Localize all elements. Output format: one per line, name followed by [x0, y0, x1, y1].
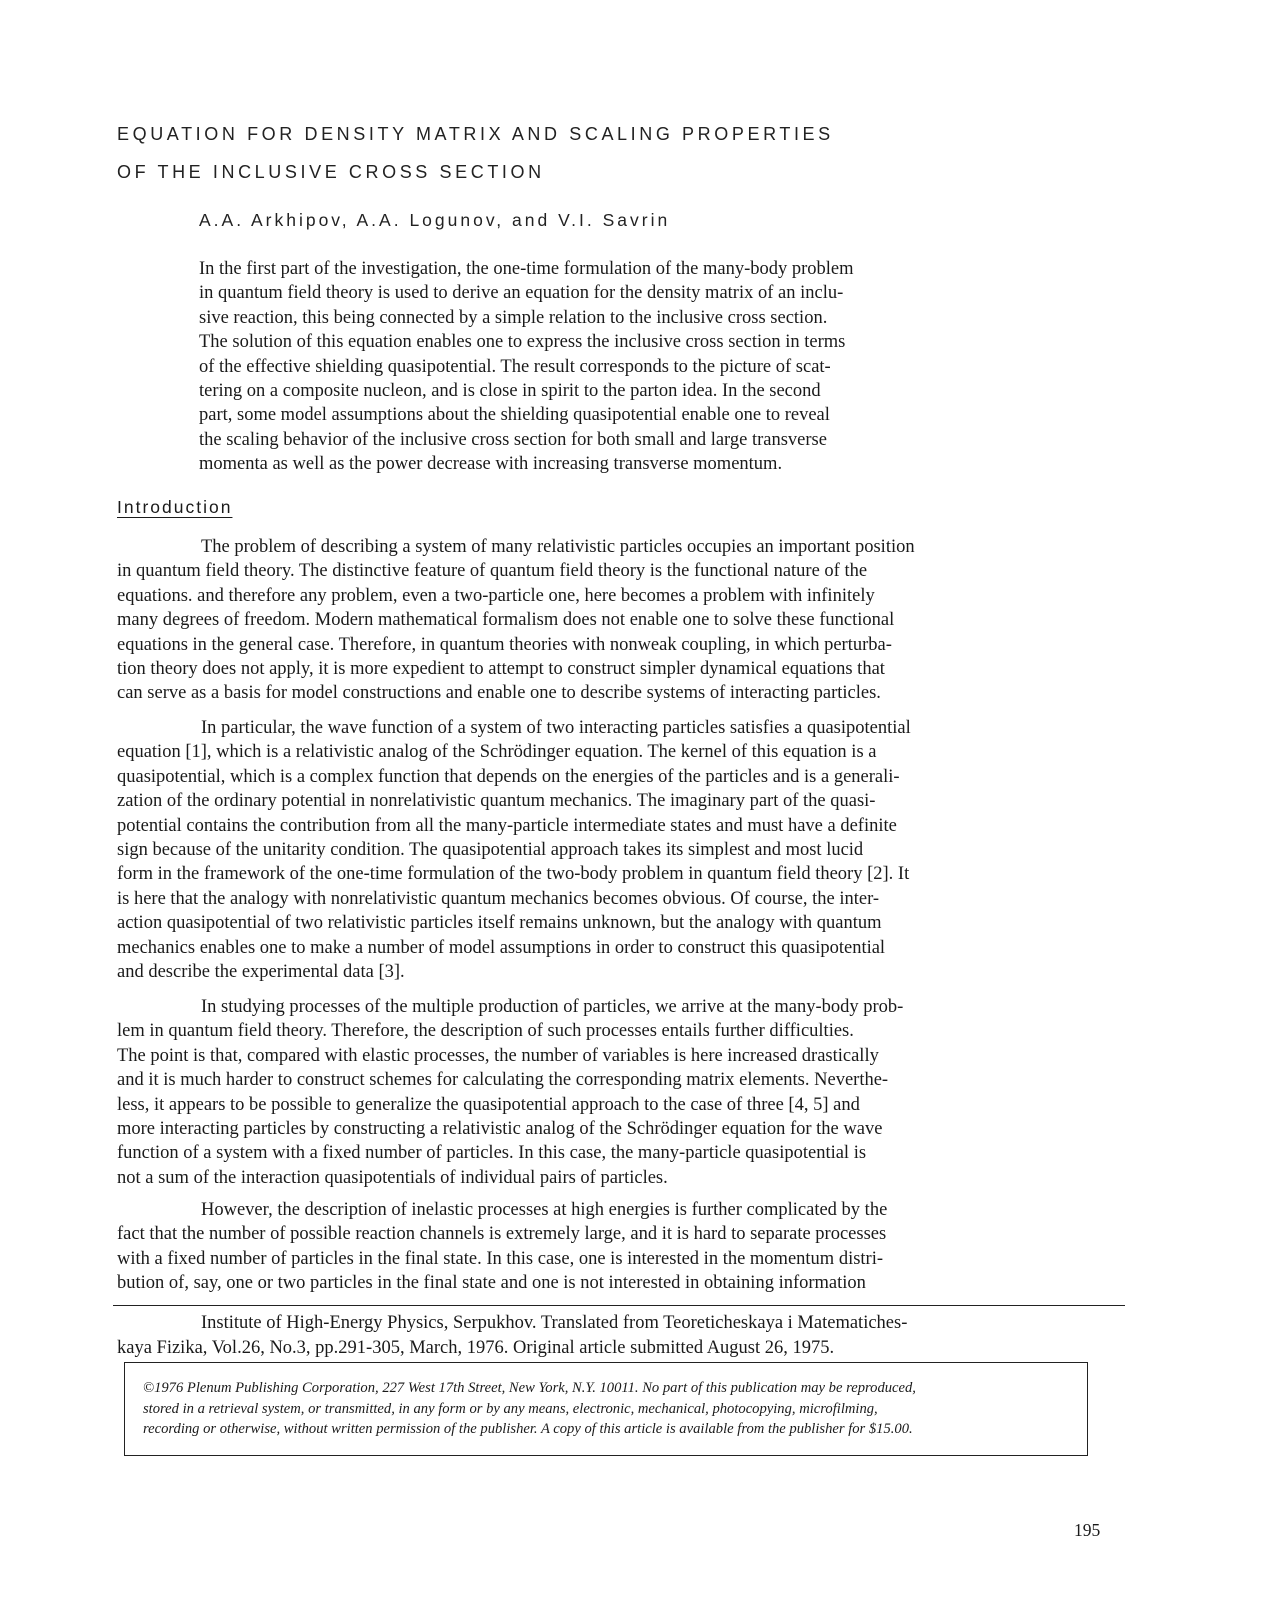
- footnote-divider: [113, 1305, 1125, 1306]
- article-title-line-2: OF THE INCLUSIVE CROSS SECTION: [117, 162, 545, 182]
- author-list: A.A. Arkhipov, A.A. Logunov, and V.I. Savrin: [199, 210, 671, 230]
- paragraph-line: The point is that, compared with elastic processes, the number of variables is here increased drastically: [117, 1045, 879, 1066]
- paragraph-line: zation of the ordinary potential in nonrelativistic quantum mechanics. The imaginary part of the quasi-: [117, 791, 876, 812]
- copyright-notice-box: [124, 1362, 1088, 1456]
- paragraph-line: action quasipotential of two relativistic particles itself remains unknown, but the analogy with quantum: [117, 913, 882, 934]
- paragraph-line: In studying processes of the multiple production of particles, we arrive at the many-body prob-: [201, 997, 904, 1017]
- copyright-line: recording or otherwise, without written permission of the publisher. A copy of this article is available from the publisher for $15.00.: [143, 1421, 913, 1437]
- abstract-line: part, some model assumptions about the shielding quasipotential enable one to reveal: [199, 405, 830, 426]
- paragraph-line: and it is much harder to construct schemes for calculating the corresponding matrix elements. Neverthe-: [117, 1070, 889, 1091]
- page-number: 195: [1074, 1520, 1101, 1540]
- paragraph-line: equation [1], which is a relativistic analog of the Schrödinger equation. The kernel of this equation is a: [117, 742, 877, 763]
- paragraph-line: sign because of the unitarity condition. The quasipotential approach takes its simplest and most lucid: [117, 840, 864, 861]
- paragraph-line: and describe the experimental data [3].: [117, 962, 405, 983]
- abstract-line: in quantum field theory is used to derive an equation for the density matrix of an inclu-: [199, 283, 844, 304]
- paragraph-line: form in the framework of the one-time formulation of the two-body problem in quantum field theory [2]. It: [117, 864, 910, 885]
- paragraph-line: with a fixed number of particles in the final state. In this case, one is interested in the momentum distri-: [117, 1248, 884, 1269]
- abstract-line: The solution of this equation enables one to express the inclusive cross section in terms: [199, 332, 846, 353]
- paragraph-line: bution of, say, one or two particles in the final state and one is not interested in obtaining information: [117, 1273, 866, 1294]
- copyright-line: ©1976 Plenum Publishing Corporation, 227 West 17th Street, New York, N.Y. 10011. No part of this publication may be reproduced,: [143, 1380, 916, 1396]
- abstract-line: In the first part of the investigation, the one-time formulation of the many-body problem: [199, 259, 854, 279]
- paragraph-line: less, it appears to be possible to generalize the quasipotential approach to the case of three [4, 5] and: [117, 1094, 860, 1115]
- abstract-line: momenta as well as the power decrease with increasing transverse momentum.: [199, 454, 783, 475]
- footnote-line: kaya Fizika, Vol.26, No.3, pp.291-305, March, 1976. Original article submitted August 26, 1975.: [117, 1337, 835, 1358]
- paragraph-line: In particular, the wave function of a system of two interacting particles satisfies a quasipotential: [201, 718, 911, 738]
- body-paragraph-2: [117, 716, 1127, 984]
- paragraph-line: can serve as a basis for model constructions and enable one to describe systems of interacting particles.: [117, 683, 881, 704]
- paragraph-line: tion theory does not apply, it is more expedient to attempt to construct simpler dynamical equations that: [117, 659, 885, 680]
- paragraph-line: more interacting particles by constructing a relativistic analog of the Schrödinger equation for the wave: [117, 1119, 883, 1140]
- paragraph-line: equations in the general case. Therefore, in quantum theories with nonweak coupling, in which perturba-: [117, 634, 892, 655]
- section-heading-introduction: Introduction: [117, 497, 233, 517]
- article-title-line-1: EQUATION FOR DENSITY MATRIX AND SCALING PROPERTIES: [117, 124, 834, 144]
- abstract-line: of the effective shielding quasipotential. The result corresponds to the picture of scat-: [199, 356, 831, 377]
- paragraph-line: many degrees of freedom. Modern mathematical formalism does not enable one to solve these functional: [117, 610, 895, 631]
- paragraph-line: equations. and therefore any problem, even a two-particle one, here becomes a problem with infinitely: [117, 585, 875, 606]
- affiliation-footnote: [117, 1311, 1127, 1360]
- body-paragraph-4: [117, 1198, 1127, 1296]
- abstract-line: sive reaction, this being connected by a simple relation to the inclusive cross section.: [199, 307, 828, 328]
- paragraph-line: quasipotential, which is a complex function that depends on the energies of the particles and is a generali-: [117, 766, 900, 787]
- paragraph-line: fact that the number of possible reaction channels is extremely large, and it is hard to separate processes: [117, 1224, 887, 1245]
- footnote-line: Institute of High-Energy Physics, Serpukhov. Translated from Teoreticheskaya i Matematiches-: [201, 1313, 908, 1333]
- abstract-line: the scaling behavior of the inclusive cross section for both small and large transverse: [199, 429, 827, 450]
- body-paragraph-3: [117, 995, 1127, 1190]
- paragraph-line: potential contains the contribution from all the many-particle intermediate states and must have a definite: [117, 815, 897, 836]
- paragraph-line: is here that the analogy with nonrelativistic quantum mechanics becomes obvious. Of course, the inter-: [117, 888, 880, 909]
- paragraph-line: The problem of describing a system of many relativistic particles occupies an important position: [201, 537, 915, 557]
- copyright-line: stored in a retrieval system, or transmitted, in any form or by any means, electronic, mechanical, photocopying, microfilming,: [143, 1400, 878, 1417]
- abstract-line: tering on a composite nucleon, and is close in spirit to the parton idea. In the second: [199, 381, 821, 402]
- paragraph-line: not a sum of the interaction quasipotentials of individual pairs of particles.: [117, 1167, 668, 1188]
- abstract: [199, 257, 1059, 477]
- paragraph-line: in quantum field theory. The distinctive feature of quantum field theory is the functional nature of the: [117, 561, 868, 582]
- paragraph-line: mechanics enables one to make a number of model assumptions in order to construct this quasipotential: [117, 937, 886, 958]
- body-paragraph-1: [117, 535, 1127, 706]
- paragraph-line: function of a system with a fixed number of particles. In this case, the many-particle quasipotential is: [117, 1143, 867, 1164]
- paragraph-line: lem in quantum field theory. Therefore, the description of such processes entails further difficulties.: [117, 1021, 854, 1042]
- paragraph-line: However, the description of inelastic processes at high energies is further complicated by the: [201, 1200, 888, 1220]
- copyright-notice: [143, 1378, 1073, 1440]
